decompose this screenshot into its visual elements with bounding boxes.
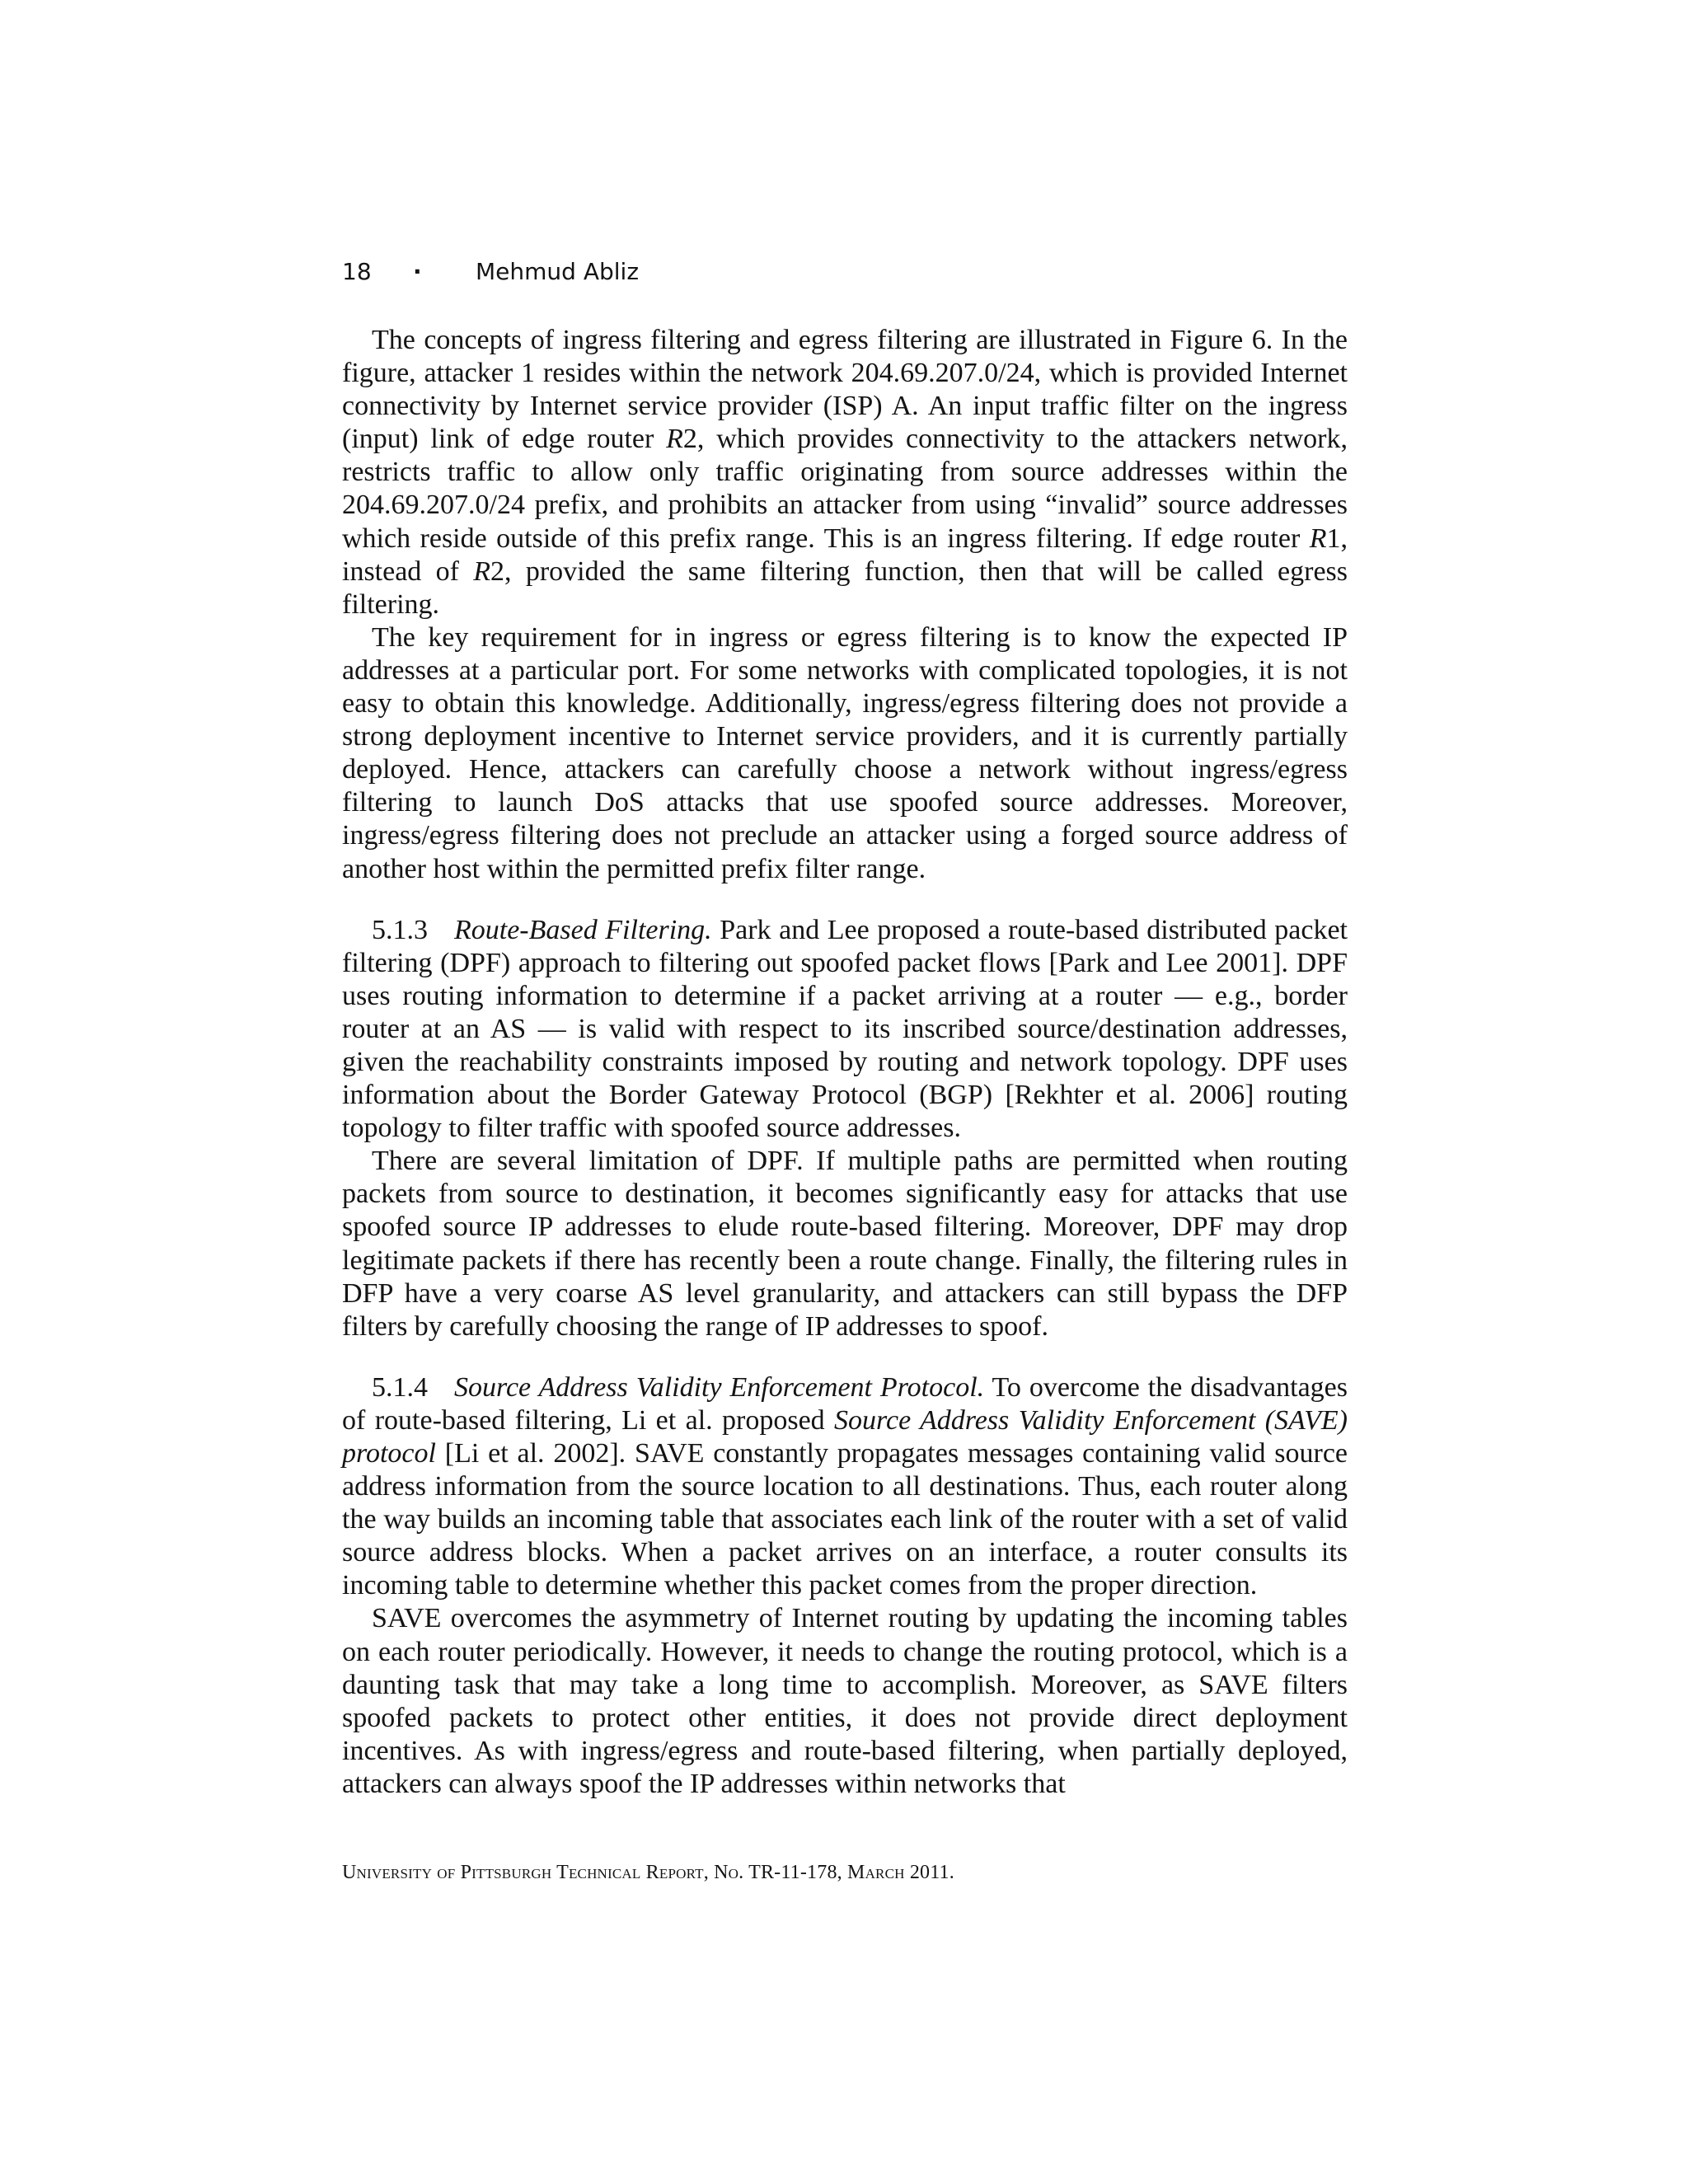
section-number: 5.1.4 (372, 1371, 428, 1403)
page-footer: University of Pittsburgh Technical Report, No. TR-11-178, March 2011. (342, 1862, 954, 1883)
section-5-1-4: 5.1.4 Source Address Validity Enforcement Protocol. To overcome the disadvantages of route-based filtering, Li et al. proposed Source Address Validity Enforcement (SAVE) protocol [Li et al. 2002]. SAVE constantly propagates messages containing valid source address information from the source location to all destinations. Thus, each router along the way builds an incoming table that associates each link of the router with a set of valid source address blocks. When a packet arrives on an interface, a router consults its incoming table to determine whether this packet comes from the proper direction. (342, 1371, 1348, 1601)
paragraph-save-overcomes: SAVE overcomes the asymmetry of Internet routing by updating the incoming tables on each router periodically. However, it needs to change the routing protocol, which is a daunting task that may take a long time to accomplish. Moreover, as SAVE filters spoofed packets to protect other entities, it does not provide direct deployment incentives. As with ingress/egress and route-based filtering, when partially deployed, attackers can always spoof the IP addresses within networks that (342, 1603, 1348, 1799)
section-5-1-3: 5.1.3 Route-Based Filtering. Park and Lee proposed a route-based distributed packet filtering (DPF) approach to filtering out spoofed packet flows [Park and Lee 2001]. DPF uses routing information to determine if a packet arriving at a router — e.g., border router at an AS — is valid with respect to its inscribed source/destination addresses, given the reachability constraints imposed by routing and network topology. DPF uses information about the Border Gateway Protocol (BGP) [Rekhter et al. 2006] routing topology to filter traffic with spoofed source addresses. (342, 914, 1348, 1144)
section-title: Route-Based Filtering. (454, 914, 712, 945)
header-separator: · (413, 258, 422, 285)
paragraph-dpf-limitations: There are several limitation of DPF. If multiple paths are permitted when routing packets from source to destination, it becomes significantly easy for attacks that use spoofed source IP addresses to elude route-based filtering. Moreover, DPF may drop legitimate packets if there has recently been a route change. Finally, the filtering rules in DFP have a very coarse AS level granularity, and attackers can still bypass the DFP filters by carefully choosing the range of IP addresses to spoof. (342, 1146, 1348, 1342)
running-head (342, 254, 1348, 290)
section-number: 5.1.3 (372, 914, 428, 945)
paragraph-ingress-egress: The concepts of ingress filtering and egress filtering are illustrated in Figure 6. In the figure, attacker 1 resides within the network 204.69.207.0/24, which is provided Internet connectivity by Internet service provider (ISP) A. An input traffic filter on the ingress (input) link of edge router R2, which provides connectivity to the attackers network, restricts traffic to allow only traffic originating from source addresses within the 204.69.207.0/24 prefix, and prohibits an attacker from using “invalid” source addresses which reside outside of this prefix range. This is an ingress filtering. If edge router R1, instead of R2, provided the same filtering function, then that will be called egress filtering. (342, 325, 1348, 620)
paragraph-key-requirement: The key requirement for in ingress or egress filtering is to know the expected IP addresses at a particular port. For some networks with complicated topologies, it is not easy to obtain this knowledge. Additionally, ingress/egress filtering does not provide a strong deployment incentive to Internet service providers, and it is currently partially deployed. Hence, attackers can carefully choose a network without ingress/egress filtering to launch DoS attacks that use spoofed source addresses. Moreover, ingress/egress filtering does not preclude an attacker using a forged source address of another host within the permitted prefix filter range. (342, 621, 1348, 884)
page-number: 18 (342, 258, 372, 285)
body-text (342, 324, 1348, 1801)
section-title: Source Address Validity Enforcement Protocol. (454, 1371, 985, 1403)
author-name: Mehmud Abliz (476, 258, 640, 285)
